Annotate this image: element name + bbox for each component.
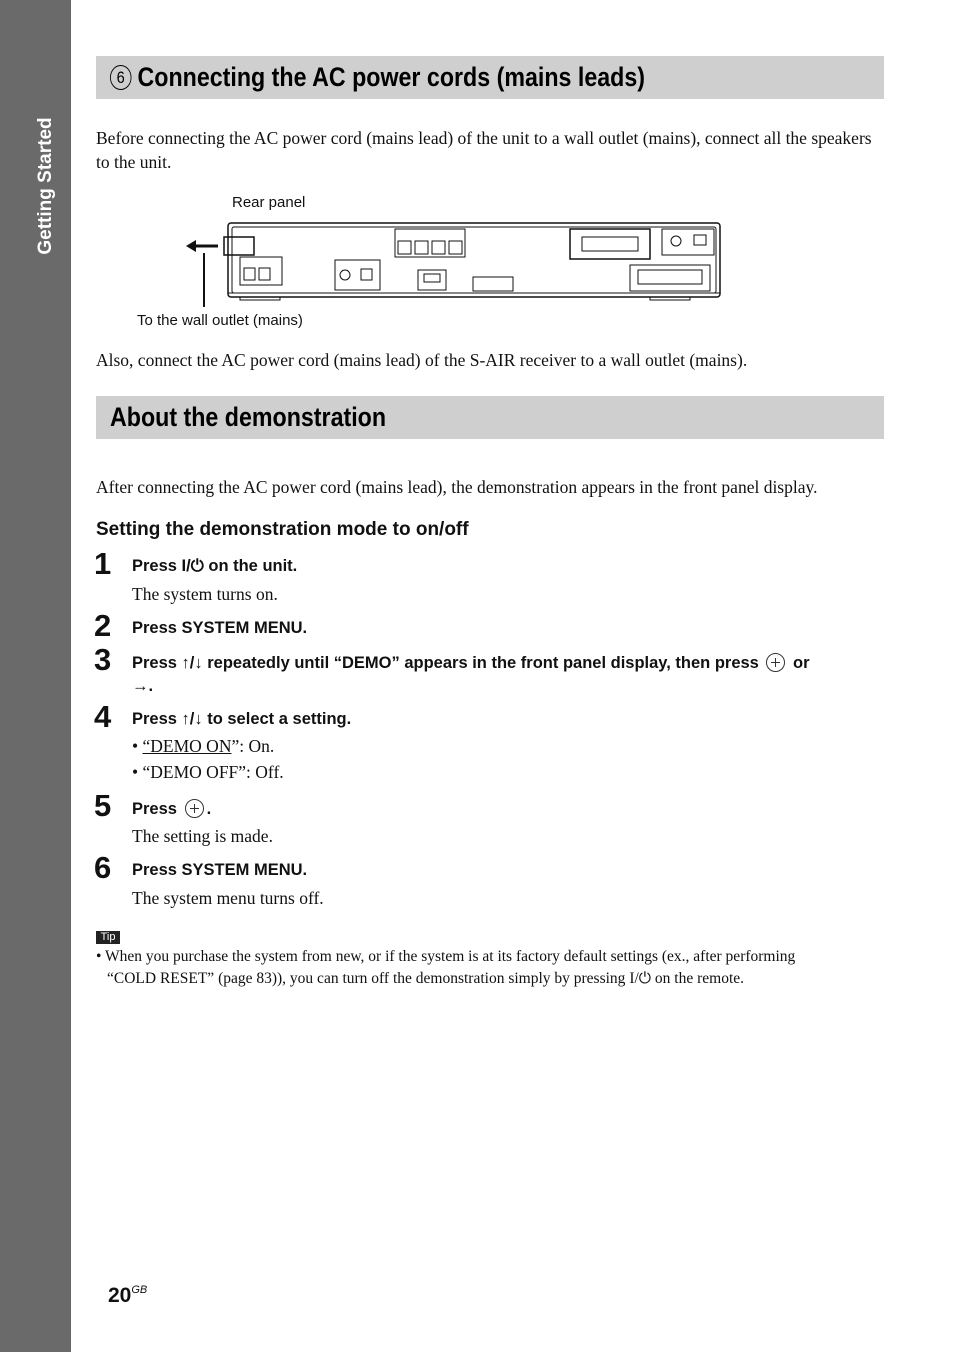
intro-paragraph: Before connecting the AC power cord (mains lead) of the unit to a wall outlet (mains), connect all the speakers to the unit. — [96, 128, 872, 172]
power-icon: I/⏻ — [629, 970, 652, 987]
step-3-instruction: Press ↑/↓ repeatedly until “DEMO” appears in the front panel display, then press or — [132, 654, 810, 672]
list-item: • “DEMO OFF”: Off. — [132, 762, 284, 782]
step-circle-number: 6 — [110, 65, 132, 90]
step-6-instruction: Press SYSTEM MENU. — [132, 861, 308, 879]
step-number: 3 — [94, 642, 112, 677]
step-number: 4 — [94, 699, 112, 734]
power-icon: I/⏻ — [181, 557, 204, 575]
step-6-result: The system menu turns off. — [132, 888, 324, 908]
section-heading-demo — [96, 396, 884, 439]
step-number: 5 — [94, 788, 112, 823]
step-5-result: The setting is made. — [132, 826, 273, 846]
sidebar — [0, 0, 71, 1352]
step-number: 6 — [94, 850, 112, 885]
section-title-demo: About the demonstration — [110, 402, 387, 432]
step-4-instruction: Press ↑/↓ to select a setting. — [132, 710, 352, 728]
enter-button-icon — [766, 653, 785, 672]
tip-text: • When you purchase the system from new, or if the system is at its factory default settings (ex., after performing “COLD RESET” (page 83)), you can turn off the demonstration simply by pressing I/⏻ on the remote. — [96, 948, 796, 987]
step-2-instruction: Press SYSTEM MENU. — [132, 619, 308, 637]
rear-panel-label: Rear panel — [232, 194, 306, 211]
section-heading-power — [96, 56, 884, 99]
also-paragraph: Also, connect the AC power cord (mains lead) of the S-AIR receiver to a wall outlet (mains). — [96, 350, 748, 370]
tip-badge: Tip — [96, 931, 120, 944]
wall-outlet-label: To the wall outlet (mains) — [137, 312, 303, 329]
enter-button-icon — [185, 799, 204, 818]
page-number: $20^{GB}$ — [108, 1284, 148, 1307]
sidebar-label: Getting Started — [35, 117, 56, 255]
section-title: Connecting the AC power cords (mains leads) — [137, 62, 646, 92]
subheading: Setting the demonstration mode to on/off — [96, 519, 469, 540]
up-down-arrows-icon: ↑/↓ — [181, 710, 203, 728]
step-number: 2 — [94, 608, 112, 643]
up-down-arrows-icon: ↑/↓ — [181, 654, 203, 672]
step-number: 1 — [94, 546, 112, 581]
demo-intro-paragraph: After connecting the AC power cord (mains lead), the demonstration appears in the front panel display. — [96, 477, 818, 497]
step-5-instruction: Press . — [132, 800, 212, 818]
step-1-instruction: Press I/⏻ on the unit. — [132, 557, 298, 575]
step-3-instruction-cont: →. — [132, 677, 154, 695]
step-1-result: The system turns on. — [132, 584, 278, 604]
list-item: • “DEMO ON”: On. — [132, 736, 275, 756]
rear-panel-diagram — [180, 215, 725, 315]
